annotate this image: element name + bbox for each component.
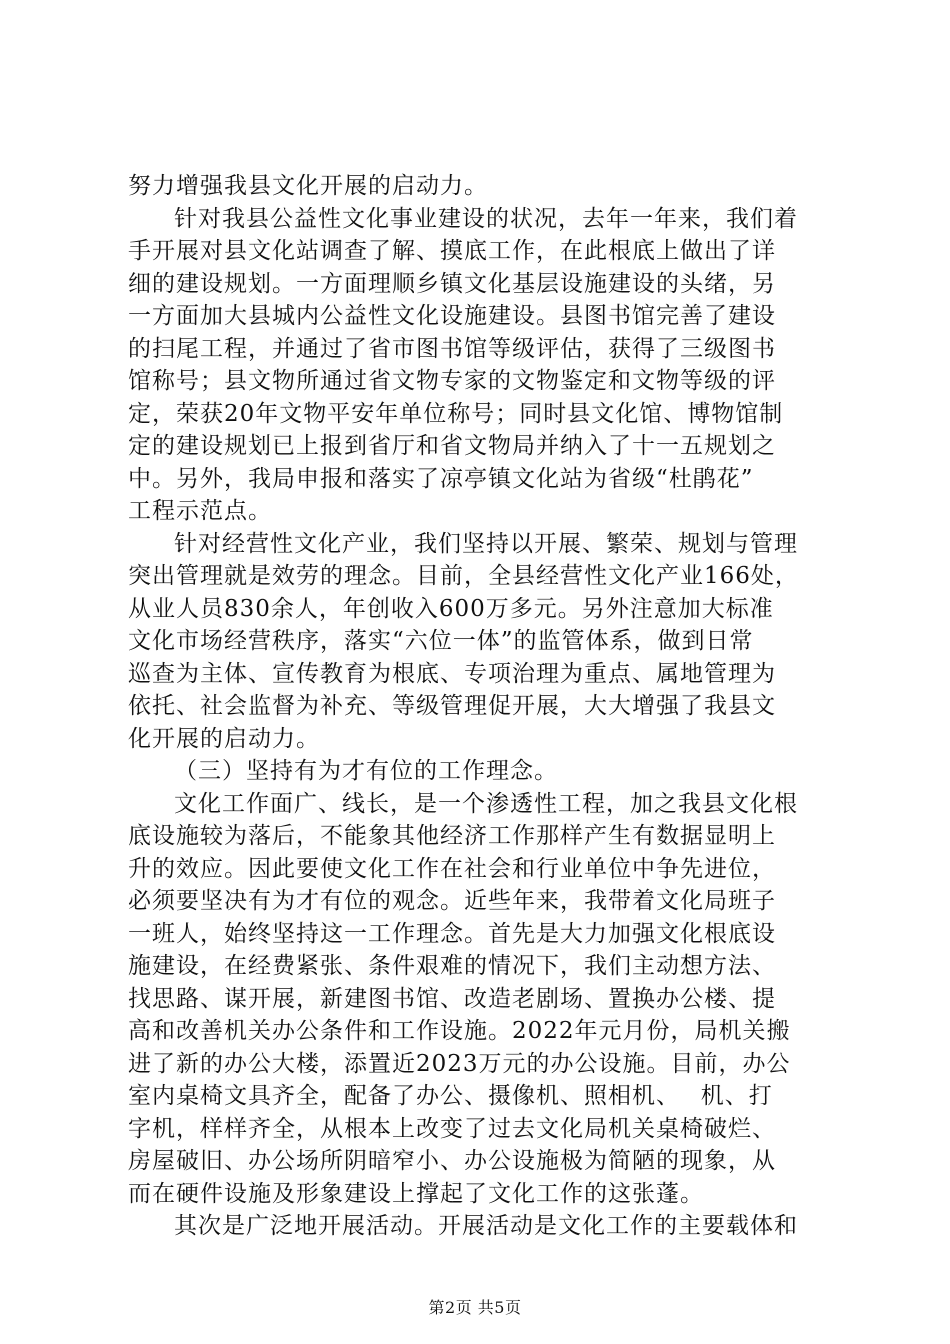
text-line: 施建设，在经费紧张、条件艰难的情况下，我们主动想方法、 (128, 953, 776, 979)
section-heading: （三）坚持有为才有位的工作理念。 (174, 758, 558, 784)
text-line: 找思路、谋开展，新建图书馆、改造老剧场、置换办公楼、提 (128, 985, 776, 1012)
text-line: 升的效应。因此要使文化工作在社会和行业单位中争先进位， (128, 855, 776, 882)
text-line: 突出管理就是效劳的理念。目前，全县经营性文化产业166处， (128, 563, 799, 589)
text-line: 底设施较为落后，不能象其他经济工作那样产生有数据显明上 (128, 823, 776, 849)
page-number-footer: 第2页 共5页 (428, 1298, 522, 1317)
text-line: 而在硬件设施及形象建设上撑起了文化工作的这张蓬。 (128, 1180, 704, 1207)
text-line: 高和改善机关办公条件和工作设施。2022年元月份，局机关搬 (128, 1018, 791, 1044)
text-line: 工程示范点。 (128, 498, 272, 524)
text-line: 细的建设规划。一方面理顺乡镇文化基层设施建设的头绪，另 (128, 270, 776, 297)
text-line: 定，荣获20年文物平安年单位称号；同时县文化馆、博物馆制 (128, 400, 784, 427)
text-line: 一班人，始终坚持这一工作理念。首先是大力加强文化根底设 (128, 920, 776, 947)
paragraph-start-line: 针对我县公益性文化事业建设的状况，去年一年来，我们着 (174, 205, 798, 232)
text-line: 馆称号；县文物所通过省文物专家的文物鉴定和文物等级的评 (128, 368, 776, 394)
text-line: 的扫尾工程，并通过了省市图书馆等级评估，获得了三级图书 (128, 335, 776, 362)
text-line: 进了新的办公大楼，添置近2023万元的办公设施。目前，办公 (128, 1050, 791, 1077)
paragraph-start-line: 文化工作面广、线长，是一个渗透性工程，加之我县文化根 (174, 790, 798, 817)
text-line: 手开展对县文化站调查了解、摸底工作，在此根底上做出了详 (128, 238, 776, 264)
text-line: 定的建设规划已上报到省厅和省文物局并纳入了十一五规划之 (128, 433, 776, 459)
text-line: 从业人员830余人，年创收入600万多元。另外注意加大标准 (128, 595, 774, 622)
body-text (128, 170, 840, 1243)
text-line: 必须要坚决有为才有位的观念。近些年来，我带着文化局班子 (128, 888, 776, 914)
text-line: 努力增强我县文化开展的启动力。 (128, 173, 488, 199)
text-line: 一方面加大县城内公益性文化设施建设。县图书馆完善了建设 (128, 303, 776, 329)
text-line: 房屋破旧、办公场所阴暗窄小、办公设施极为简陋的现象，从 (128, 1148, 776, 1174)
text-line: 室内桌椅文具齐全，配备了办公、摄像机、照相机、 机、打 (128, 1083, 773, 1109)
text-line: 文化市场经营秩序，落实“六位一体”的监管体系，做到日常 (128, 628, 754, 654)
text-line: 依托、社会监督为补充、等级管理促开展，大大增强了我县文 (128, 693, 776, 719)
text-line: 字机，样样齐全，从根本上改变了过去文化局机关桌椅破烂、 (128, 1115, 776, 1142)
paragraph-start-line: 其次是广泛地开展活动。开展活动是文化工作的主要载体和 (174, 1213, 798, 1239)
text-line: 巡查为主体、宣传教育为根底、专项治理为重点、属地管理为 (128, 660, 776, 687)
text-line: 中。另外，我局申报和落实了凉亭镇文化站为省级“杜鹃花” (128, 465, 754, 492)
text-line: 化开展的启动力。 (128, 725, 320, 752)
paragraph-start-line: 针对经营性文化产业，我们坚持以开展、繁荣、规划与管理 (174, 530, 798, 557)
